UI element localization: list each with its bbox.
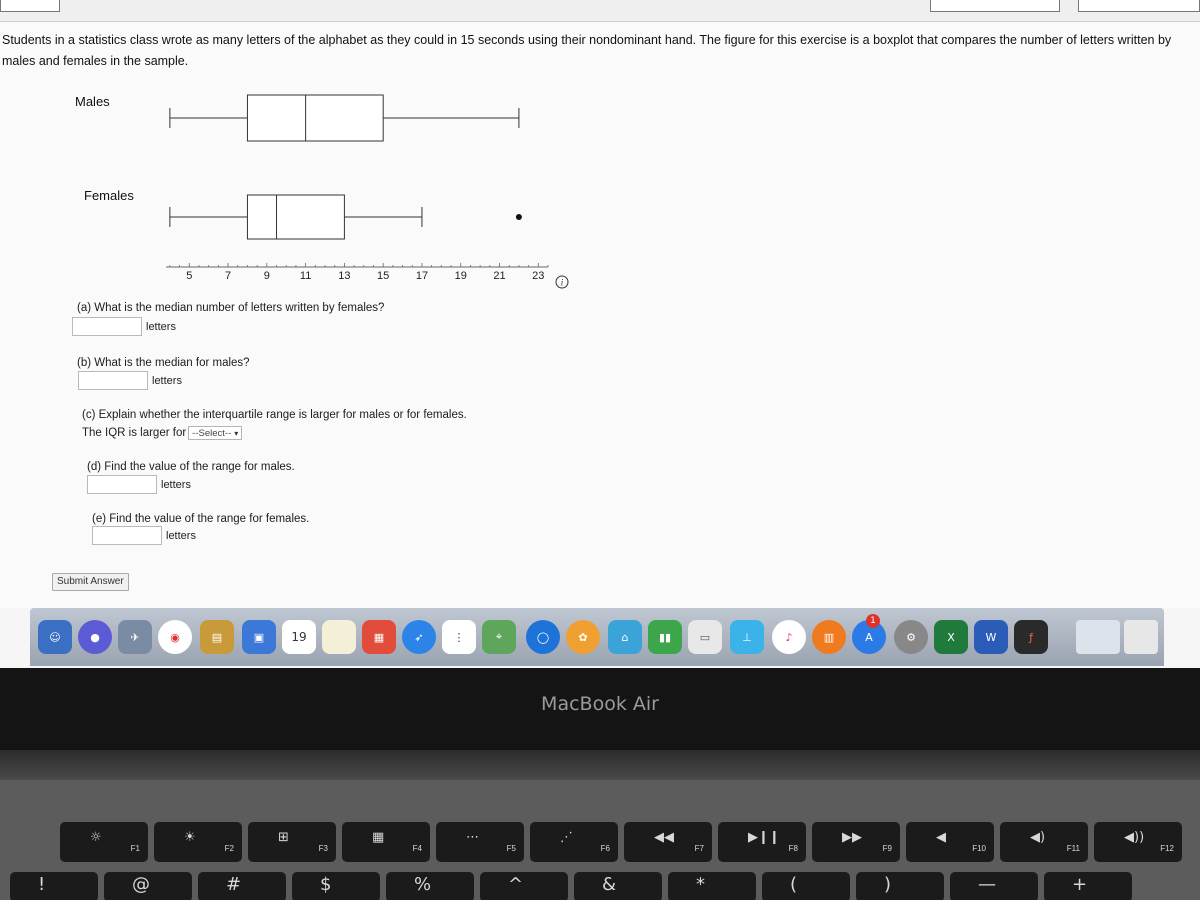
books-icon[interactable]: ▥	[812, 620, 846, 654]
key-number-row[interactable]: %	[386, 872, 474, 900]
numbers-icon[interactable]: ▮▮	[648, 620, 682, 654]
question-d: (d) Find the value of the range for males.	[87, 461, 295, 473]
photo-booth-icon[interactable]: ▦	[362, 620, 396, 654]
answer-d-row	[87, 475, 191, 494]
key-f12[interactable]	[1094, 822, 1182, 862]
music-icon[interactable]: ♪	[772, 620, 806, 654]
x-tick-label: 9	[263, 270, 270, 282]
dock	[30, 608, 1164, 666]
siri-icon[interactable]: ●	[78, 620, 112, 654]
key-f8[interactable]	[718, 822, 806, 862]
key-f4-label: F4	[412, 844, 422, 853]
question-b: (b) What is the median for males?	[77, 357, 250, 369]
reminders-icon[interactable]: ⋮	[442, 620, 476, 654]
top-right-button-2[interactable]	[1078, 0, 1200, 12]
key-f2-label: F2	[224, 844, 234, 853]
males-box	[247, 95, 383, 141]
system-preferences-icon[interactable]: ⚙	[894, 620, 928, 654]
x-tick-label: 5	[186, 270, 193, 282]
males-label: Males	[75, 94, 110, 109]
chrome-icon[interactable]: ◉	[158, 620, 192, 654]
calendar-icon[interactable]	[282, 620, 316, 654]
x-tick-label: 15	[377, 270, 390, 282]
messages-icon[interactable]: ◯	[526, 620, 560, 654]
key-f6-icon: ⋰	[560, 830, 573, 845]
answer-e-unit: letters	[166, 529, 196, 542]
key-f2-icon: ☀	[184, 830, 196, 845]
answer-a-input[interactable]	[72, 317, 142, 336]
key-f7-icon: ◀◀	[654, 830, 674, 845]
x-tick-label: 23	[532, 270, 545, 282]
x-tick-label: 21	[493, 270, 506, 282]
females-label: Females	[84, 188, 134, 203]
stickies-icon[interactable]	[322, 620, 356, 654]
answer-b-unit: letters	[152, 374, 182, 387]
badge-count: 1	[870, 616, 876, 626]
key-number-row[interactable]: +	[1044, 872, 1132, 900]
key-f12-label: F12	[1160, 844, 1174, 853]
trash-icon[interactable]	[1124, 620, 1158, 654]
brand-label: MacBook Air	[541, 693, 659, 715]
answer-d-unit: letters	[161, 478, 191, 491]
question-a: (a) What is the median number of letters written by females?	[77, 302, 385, 314]
iqr-select[interactable]	[188, 426, 242, 440]
answer-c-row	[82, 426, 242, 440]
excel-icon[interactable]: X	[934, 620, 968, 654]
key-f5[interactable]	[436, 822, 524, 862]
key-f9-label: F9	[882, 844, 892, 853]
key-f10-label: F10	[972, 844, 986, 853]
x-tick-label: 19	[454, 270, 467, 282]
x-tick-label: 13	[338, 270, 351, 282]
app-store-icon[interactable]: A	[852, 620, 886, 654]
key-f2[interactable]	[154, 822, 242, 862]
key-f11-label: F11	[1066, 844, 1080, 853]
downloads-stack-icon[interactable]	[1076, 620, 1120, 654]
answer-a-unit: letters	[146, 320, 176, 333]
facetime-icon[interactable]: ▭	[688, 620, 722, 654]
key-f9-icon: ▶▶	[842, 830, 862, 845]
key-f1[interactable]	[60, 822, 148, 862]
laptop-hinge	[0, 750, 1200, 780]
key-f7[interactable]	[624, 822, 712, 862]
key-number-row[interactable]: &	[574, 872, 662, 900]
key-f12-icon: ◀))	[1124, 830, 1145, 845]
key-f4-icon: ▦	[372, 830, 385, 845]
photos-app-icon[interactable]: ▣	[242, 620, 276, 654]
key-f5-icon: ⋯	[466, 830, 479, 845]
key-f6[interactable]	[530, 822, 618, 862]
maps-icon[interactable]: ⌖	[482, 620, 516, 654]
x-tick-label: 17	[415, 270, 429, 282]
exercise-panel	[0, 22, 1200, 608]
key-number-row[interactable]: #	[198, 872, 286, 900]
key-f11[interactable]	[1000, 822, 1088, 862]
keyboard	[0, 780, 1200, 900]
key-number-row[interactable]: @	[104, 872, 192, 900]
answer-b-row	[78, 371, 182, 390]
key-f9[interactable]	[812, 822, 900, 862]
boxplot-chart	[150, 72, 570, 287]
answer-e-row	[92, 526, 196, 545]
app-store-badge	[866, 614, 880, 628]
key-f1-icon: ☼	[90, 830, 102, 845]
top-right-button[interactable]	[930, 0, 1060, 12]
key-f1-label: F1	[130, 844, 140, 853]
calendar-day: 19	[291, 630, 307, 644]
key-number-row[interactable]: !	[10, 872, 98, 900]
browser-top-bar	[0, 0, 1200, 22]
answer-c-prefix: The IQR is larger for	[82, 427, 187, 439]
iqr-select-value: --Select--	[192, 427, 232, 439]
keynote-icon[interactable]: ⌂	[608, 620, 642, 654]
launchpad-icon[interactable]: ✈	[118, 620, 152, 654]
key-number-row[interactable]: *	[668, 872, 756, 900]
keynote-presenter-icon[interactable]: ⊥	[730, 620, 764, 654]
submit-answer-button[interactable]: Submit Answer	[52, 573, 129, 591]
script-icon[interactable]: ƒ	[1014, 620, 1048, 654]
x-tick-label: 7	[224, 270, 232, 282]
svg-text:i: i	[560, 277, 564, 288]
word-icon[interactable]: W	[974, 620, 1008, 654]
key-f8-icon: ▶❙❙	[748, 830, 780, 845]
females-outlier-point	[516, 214, 522, 220]
key-f6-label: F6	[600, 844, 610, 853]
answer-d-input[interactable]	[87, 475, 157, 494]
key-f8-label: F8	[788, 844, 798, 853]
key-f5-label: F5	[506, 844, 516, 853]
finder-icon[interactable]: ☺	[38, 620, 72, 654]
photos-icon[interactable]: ✿	[566, 620, 600, 654]
answer-b-input[interactable]	[78, 371, 148, 390]
key-f3[interactable]	[248, 822, 336, 862]
key-f10[interactable]	[906, 822, 994, 862]
question-e: (e) Find the value of the range for females.	[92, 513, 310, 525]
key-f11-icon: ◀)	[1030, 830, 1046, 845]
key-f3-label: F3	[318, 844, 328, 853]
key-f7-label: F7	[694, 844, 704, 853]
females-box	[247, 195, 344, 239]
info-icon[interactable]	[555, 275, 569, 289]
key-number-row[interactable]: —	[950, 872, 1038, 900]
key-f10-icon: ◀	[936, 830, 946, 845]
key-number-row[interactable]: ^	[480, 872, 568, 900]
problem-prompt: Students in a statistics class wrote as many letters of the alphabet as they could in 15 seconds using their nondominant hand. The figure for this exercise is a boxplot that compares the number of letters written by males and females in the sample.	[2, 33, 1172, 68]
top-left-tab[interactable]	[0, 0, 60, 12]
key-f4[interactable]	[342, 822, 430, 862]
chevron-down-icon: ▾	[234, 428, 239, 438]
answer-a-row	[72, 317, 176, 336]
key-f3-icon: ⊞	[278, 830, 289, 845]
x-tick-label: 11	[299, 270, 312, 282]
key-number-row[interactable]: )	[856, 872, 944, 900]
notes-icon[interactable]: ▤	[200, 620, 234, 654]
answer-e-input[interactable]	[92, 526, 162, 545]
key-number-row[interactable]: $	[292, 872, 380, 900]
safari-icon[interactable]: ➶	[402, 620, 436, 654]
question-c: (c) Explain whether the interquartile range is larger for males or for females.	[82, 409, 467, 421]
key-number-row[interactable]: (	[762, 872, 850, 900]
